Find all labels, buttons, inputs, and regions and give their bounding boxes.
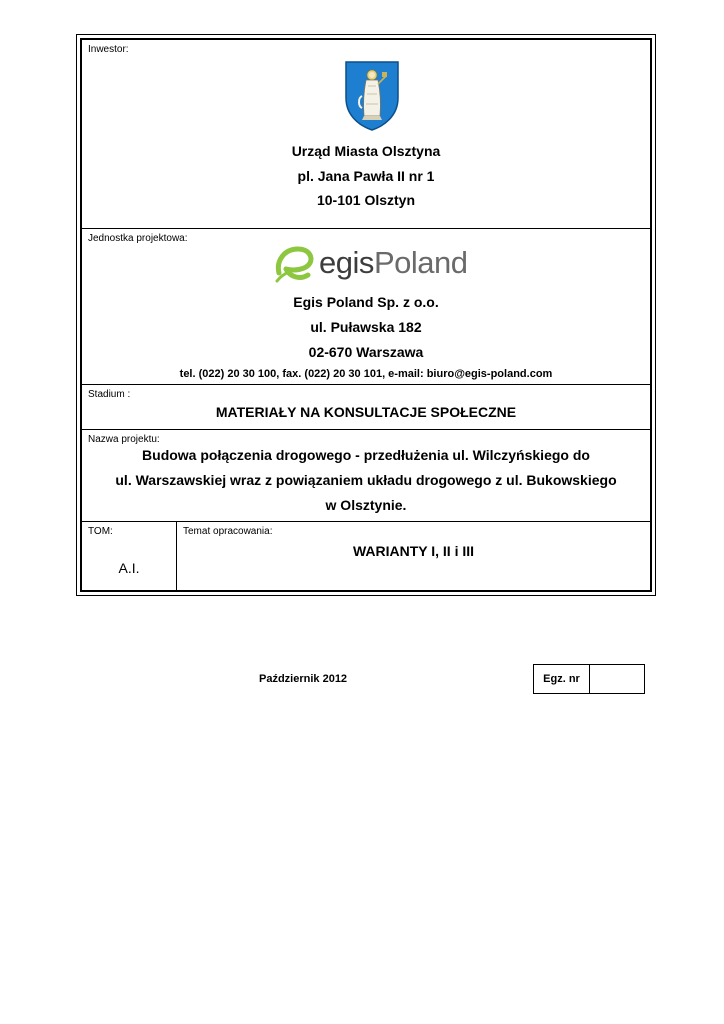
olsztyn-coat-of-arms-icon	[344, 60, 400, 132]
copy-number-box	[533, 664, 645, 694]
company-name: Egis Poland Sp. z o.o.	[293, 294, 439, 310]
project-name-line-2: ul. Warszawskiej wraz z powiązaniem układu drogowego z ul. Bukowskiego	[115, 472, 617, 488]
egis-logo-word: egis	[319, 245, 374, 280]
project-label: Nazwa projektu:	[88, 434, 160, 445]
title-block	[80, 38, 652, 592]
company-street: ul. Puławska 182	[310, 319, 422, 335]
company-contact: tel. (022) 20 30 100, fax. (022) 20 30 101, e-mail: biuro@egis-poland.com	[179, 368, 553, 380]
stage-value: MATERIAŁY NA KONSULTACJE SPOŁECZNE	[215, 404, 517, 420]
stage-section	[82, 384, 650, 429]
project-name-line-3: w Olsztynie.	[325, 497, 407, 513]
investor-section	[82, 40, 650, 230]
tom-label: TOM:	[88, 526, 113, 537]
investor-address: pl. Jana Pawła II nr 1	[297, 168, 435, 184]
copy-number-label: Egz. nr	[534, 665, 590, 693]
document-date: Październik 2012	[259, 673, 348, 685]
tom-cell	[82, 522, 177, 590]
investor-name: Urząd Miasta Olsztyna	[291, 143, 441, 159]
topic-cell	[177, 522, 650, 590]
poland-logo-word: Poland	[374, 245, 468, 280]
topic-value: WARIANTY I, II i III	[352, 543, 475, 559]
project-section	[82, 429, 650, 521]
company-city: 02-670 Warszawa	[308, 344, 424, 360]
topic-label: Temat opracowania:	[183, 526, 273, 537]
investor-label: Inwestor:	[88, 44, 129, 55]
volume-section	[82, 521, 650, 590]
project-name-line-1: Budowa połączenia drogowego - przedłużenia ul. Wilczyńskiego do	[142, 447, 590, 463]
egis-poland-logo	[272, 243, 472, 287]
tom-value: A.I.	[118, 560, 140, 576]
egis-e-leaf-logo-icon	[272, 243, 316, 287]
title-page-frame	[76, 34, 656, 596]
copy-number-value	[590, 665, 644, 693]
stage-label: Stadium :	[88, 389, 131, 400]
design-unit-label: Jednostka projektowa:	[88, 233, 188, 244]
design-unit-section	[82, 228, 650, 385]
investor-postal-city: 10-101 Olsztyn	[316, 192, 416, 208]
